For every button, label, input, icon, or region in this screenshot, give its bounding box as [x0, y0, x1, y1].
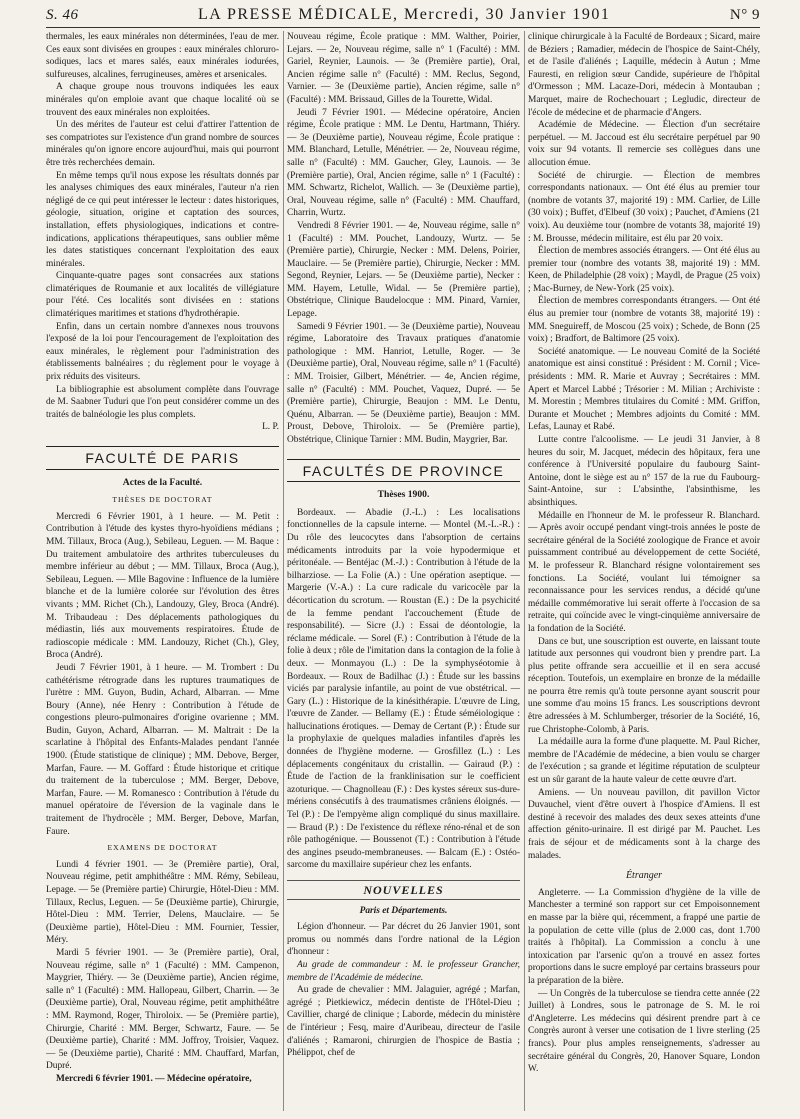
- paragraph: Élection de membres associés étrangers. — Ont été élus au premier tour (nombre des votants 38, majorité 19) : MM. Keen, de Philadelphie (28 voix) ; Maydl, de Prague (25 voix) ; Mac-Burney, de New-York (25 voix).: [528, 246, 760, 294]
- paragraph: Bordeaux. — Abadie (J.-L.) : Les localisations fonctionnelles de la capsule interne. — Montel (M.-L.-R.) : Du rôle des leucocytes dans l'absorption de certains médicaments introduits par la voie hypodermique et péritonéale. — Bentéjac (M.-J.) : Contribution à l'étude de la bilharziose. — La Folie (A.) : Une opération aseptique. — Margerie (V.-A.) : La cure radicale du varicocèle par la décortication du scrotum. — Roustan (E.) : De la psychicité de la femme pendant l'accouchement (Étude de responsabilité). — Sicre (J.) : Essai de déontologie, la réclame médicale. — Sorel (F.) : Contribution à l'étude de la folie à deux ; rôle de l'imitation dans la contagion de la folie à deux. — Monmayou (L.) : De la symphyséotomie à Bordeaux. — Roux de Badilhac (J.) : Étude sur les bassins viciés par paralysie infantile, au point de vue obstétrical. — Gary (L.) : Historique de la kinésithérapie. L'œuvre de Ling, l'œuvre de Zander. — Bellamy (E.) : Étude séméiologique : hallucinations érotiques. — Demay de Certant (P.) : Étude sur la prophylaxie de quelques maladies infantiles d'après les données de l'hygiène moderne. — Grosfillez (L.) : Les déplacements congénitaux du cristallin. — Gairaud (P.) : Étude de l'action de la franklinisation sur le coefficient azoturique. — Chagnolleau (F.) : Des kystes séreux sus-dure-mériens consécutifs à des traumatismes crâniens éloignés. — Tel (P.) : De l'empyème align compliqué du sinus maxillaire. — Braud (P.) : De l'existence du réflexe réno-rénal et de son rôle pathogénique. — Boussenot (T.) : Contribution à l'étude des angines pseudo-membraneuses. — Balcam (E.) : Ostéo-sarcome du maxillaire supérieur chez les enfants.: [287, 507, 520, 871]
- paragraph: Mercredi 6 février 1901. — Médecine opératoire,: [56, 1073, 252, 1084]
- paragraph: En même temps qu'il nous expose les résultats donnés par les analyses chimiques des eaux minérales, l'auteur n'a rien négligé de ce qui peut intéresser le lecteur : dates historiques, géologie, situation, origine et captation des sources, installation, effets physiologiques, indications et contre-indications, applications thérapeutiques, sans oublier même les dates statistiques concernant l'exploitation des eaux minérales.: [46, 170, 279, 269]
- paragraph: Nouveau régime, École pratique : MM. Walther, Poirier, Lejars. — 2e, Nouveau régime, salle n° 1 (Faculté) : MM. Gariel, Reynier, Launois. — 3e (Première partie), Oral, Ancien régime salle n° (Faculté) : MM. Reclus, Segond, Varnier. — 3e (Deuxième partie), Ancien régime, salle n° (Faculté) : MM. Brissaud, Gilles de la Tourette, Widal.: [287, 32, 520, 105]
- paragraph: thermales, les eaux minérales non déterminées, l'eau de mer. Ces eaux sont divisées en groupes : eaux minérales chloruro-sodiques, lacs et mares salés, eaux minérales iodurées, sulfureuses, alcalines, ferrugineuses, amères et arsenicales.: [46, 32, 279, 80]
- paragraph: Mardi 5 février 1901. — 3e (Première partie), Oral, Nouveau régime, salle n° 1 (Faculté) : MM. Campenon, Maygrier, Thiéry. — 3e (Deuxième partie), Ancien régime, salle n° 1 (Faculté) : MM. Hallopeau, Gilbert, Charrin. — 3e (Deuxième partie), Oral, Nouveau régime, petit amphithéâtre : MM. Raymond, Roger, Thiroloix. — 5e (Première partie), Chirurgie, Charité : MM. Berger, Schwartz, Faure. — 5e (Deuxième partie), Charité : MM. Joffroy, Troisier, Vaquez. — 5e (Deuxième partie), Charité : MM. Chauffard, Marfan, Dupré.: [46, 947, 279, 1072]
- paragraph: Lundi 4 février 1901. — 3e (Première partie), Oral, Nouveau régime, petit amphithéâtre : MM. Rémy, Sebileau, Lepage. — 5e (Première partie) Chirurgie, Hôtel-Dieu : MM. Tillaux, Reclus, Leguen. — 5e (Deuxième partie), Chirurgie, Hôtel-Dieu : MM. Terrier, Delens, Mauclaire. — 5e (Deuxième partie), Hôtel-Dieu : MM. Fournier, Tessier, Méry.: [46, 859, 279, 946]
- paragraph: Cinquante-quatre pages sont consacrées aux stations climatériques de Roumanie et aux localités de villégiature pour l'été. Ces localités sont divisées en : stations climatériques maritimes et stations d'hydrothérapie.: [46, 271, 279, 320]
- column-divider: [524, 31, 525, 1111]
- signature: L. P.: [262, 422, 279, 433]
- paragraph: Académie de Médecine. — Élection d'un secrétaire perpétuel. — M. Jaccoud est élu secrétaire perpétuel par 90 voix sur 94 votants. Il remercie ses collègues dans une allocution émue.: [528, 120, 760, 168]
- section-title-facultes-province: FACULTÉS DE PROVINCE: [287, 459, 520, 483]
- paragraph: Angleterre. — La Commission d'hygiène de la ville de Manchester a terminé son rapport sur cet Empoisonnement en masse par la bière qui, récemment, a frappé une partie de la population de cette ville (plus de 2.000 cas, dont 1.700 traités à l'hôpital). La Commission a conclu à une intoxication par l'arsenic qu'on a trouvé en assez fortes proportions dans le sucre employé par certains brasseurs pour la préparation de la bière.: [528, 887, 760, 986]
- paragraph: Un des mérites de l'auteur est celui d'attirer l'attention de ses compatriotes sur l'existence d'un grand nombre de sources minérales qu'on ignore encore aujourd'hui, mais qui pourront être très recherchées demain.: [46, 120, 279, 168]
- paragraph: Au grade de commandeur : M. le professeur Grancher, membre de l'Académie de médecine.: [287, 959, 520, 983]
- rule: [287, 899, 520, 900]
- examens-heading: EXAMENS DE DOCTORAT: [107, 843, 218, 853]
- paragraph: Jeudi 7 Février 1901. — Médecine opératoire, Ancien régime, École pratique : MM. Le Dentu, Hartmann, Thiéry. — 3e (Deuxième partie), Nouveau régime, École pratique : MM. Blanchard, Letulle, Ménétrier. — 2e, Nouveau régime, salle n° (Faculté) : MM. Gaucher, Gley, Launois. — 3e (Première partie), Oral, Ancien régime, salle n° 1 (Faculté) : MM. Schwartz, Richelot, Wallich. — 3e (Deuxième partie), Oral, Nouveau régime, salle n° (Faculté) : MM. Chauffard, Charrin, Wurtz.: [287, 107, 520, 219]
- page-number: S. 46: [46, 6, 79, 23]
- column-divider: [283, 31, 284, 1111]
- section-title-faculte-paris: FACULTÉ DE PARIS: [46, 446, 279, 470]
- header-rule: [46, 27, 760, 28]
- paragraph: Au grade de chevalier : MM. Jalaguier, agrégé ; Marfan, agrégé ; Pietkiewicz, médecin dentiste de l'Hôtel-Dieu ; Cavillier, chargé de clinique ; Laborde, médecin du ministère de l'intérieur ; Fesq, maire d'Auribeau, directeur de l'asile d'aliénés ; Ramaroni, chirurgien de l'hospice de Bastia ; Phélippot, chef de: [287, 985, 520, 1059]
- column-right: [528, 31, 760, 1111]
- paragraph: clinique chirurgicale à la Faculté de Bordeaux ; Sicard, maire de Béziers ; Ramadier, médecin de l'hospice de Saint-Chély, et de l'asile d'aliénés ; Laquille, médecin à Autun ; Mme Fauresti, en religion sœur Candide, supérieure de l'hôpital d'Ormesson ; MM. Lacaze-Dori, médecin à Montauban ; Marquet, maire de Rochechouart ; Legludic, directeur de l'école de médecine et de pharmacie d'Angers.: [528, 32, 760, 118]
- paragraph: La bibliographie est absolument complète dans l'ouvrage de M. Saabner Tuduri que l'on peut considérer comme un des traités de balnéologie les plus complets.: [46, 384, 279, 420]
- paragraph: Jeudi 7 Février 1901, à 1 heure. — M. Trombert : Du cathétérisme rétrograde dans les ruptures traumatiques de l'urètre : MM. Guyon, Budin, Achard, Albarran. — Mme Boury (Anne), née Henry : Contribution à l'étude de congestions pleuro-pulmonaires d'origine ovarienne ; MM. Budin, Guyon, Achard, Albarran. — M. Maltrait : De la scarlatine à l'hôpital des Enfants-Malades pendant l'année 1900. (Étude statistique de clinique) ; MM. Debove, Berger, Marfan, Faure. — M. Goffard : Étude historique et critique du traitement de la tuberculose ; MM. Berger, Debove, Marfan, Faure. — M. Romanesco : Contribution à l'étude du manuel opératoire de l'éversion de la vaginale dans le traitement de l'hydrocèle ; MM. Berger, Debove, Marfan, Faure.: [46, 662, 279, 837]
- paragraph: Médaille en l'honneur de M. le professeur R. Blanchard. — Après avoir occupé pendant vingt-trois années le poste de secrétaire général de la Société zoologique de France et avoir puissamment contribué au développement de cette Société, M. le professeur R. Blanchard résigne volontairement ses fonctions. La Société, voulant lui témoigner sa reconnaissance pour les services rendus, a décidé qu'une médaille commémorative lui serait offerte à l'occasion de sa retraite, qui coïncide avec le vingt-cinquième anniversaire de la fondation de la Société.: [528, 510, 760, 634]
- paragraph: Vendredi 8 Février 1901. — 4e, Nouveau régime, salle n° 1 (Faculté) : MM. Pouchet, Landouzy, Wurtz. — 5e (Première partie), Chirurgie, Necker : MM. Delens, Poirier, Mauclaire. — 5e (Première partie), Chirurgie, Necker : MM. Segond, Reynier, Lejars. — 5e (Deuxième partie), Necker : MM. Hayem, Letulle, Widal. — 5e (Première partie), Obstétrique, Clinique Baudelocque : MM. Pinard, Varnier, Lepage.: [287, 220, 520, 320]
- paragraph: Légion d'honneur. — Par décret du 26 Janvier 1901, sont promus ou nommés dans l'ordre national de la Légion d'honneur :: [287, 922, 520, 958]
- paragraph: Amiens. — Un nouveau pavillon, dit pavillon Victor Duvauchel, vient d'être ouvert à l'hospice d'Amiens. Il est destiné à recevoir des malades des deux sexes atteints d'une affection génito-urinaire. Il est dirigé par M. Pauchet. Les frais de séjour et de médicaments sont à la charge des malades.: [528, 787, 760, 861]
- column-middle: [287, 31, 520, 1111]
- paragraph: Société de chirurgie. — Élection de membres correspondants nationaux. — Ont été élus au premier tour (nombre de votants 37, majorité 19) : MM. Carlier, de Lille (30 voix) ; Buffet, d'Elbeuf (30 voix) ; Pauchet, d'Amiens (21 voix). Au deuxième tour (nombre de votants 38, majorité 19) : M. Brousse, médecin militaire, est élu par 20 voix.: [528, 170, 760, 244]
- these-heading: THÈSES DE DOCTORAT: [112, 495, 213, 505]
- etranger-title: Étranger: [625, 870, 663, 882]
- paragraph: Samedi 9 Février 1901. — 3e (Deuxième partie), Nouveau régime, Laboratoire des Travaux pratiques d'anatomie pathologique : MM. Hanriot, Letulle, Roger. — 3e (Deuxième partie), Oral, Nouveau régime, salle n° 1 (Faculté) : MM. Troisier, Gilbert, Ménétrier. — 4e, Ancien régime, salle n° (Faculté) : MM. Pouchet, Vaquez, Dupré. — 5e (Première partie), Chirurgie, Beaujon : MM. Le Dentu, Quénu, Albarran. — 5e (Deuxième partie), Beaujon : MM. Proust, Debove, Thiroloix. — 5e (Première partie), Obstétrique, Clinique Tarnier : MM. Budin, Maygrier, Bar.: [287, 321, 520, 445]
- paragraph: — Un Congrès de la tuberculose se tiendra cette année (22 Juillet) à Londres, sous le patronage de S. M. le roi d'Angleterre. Les médecins qui désirent prendre part à ce Congrès auront à verser une cotisation de 1 livre sterling (25 francs). Pour plus amples renseignements, s'adresser au secrétaire général du Congrès, 20, Hanover Square, London W.: [528, 988, 760, 1075]
- subsection-title: Paris et Départements.: [359, 905, 448, 916]
- paragraph: La médaille aura la forme d'une plaquette. M. Paul Richer, membre de l'Académie de médecine, a bien voulu se charger de l'exécution ; sa grande et légitime réputation de sculpteur est un sûr garant de la haute valeur de cette œuvre d'art.: [528, 737, 760, 786]
- page-header: [46, 4, 760, 26]
- paragraph: Mercredi 6 Février 1901, à 1 heure. — M. Petit : Contribution à l'étude des kystes thyro-hyoïdiens médians ; MM. Tillaux, Broca (Aug.), Sebileau, Leguen. — M. Baque : Du traitement ambulatoire des arthrites tuberculeuses du membre inférieur au début ; — MM. Tillaux, Broca (Aug.), Sebileau, Leguen. — Mlle Bagovine : Influence de la lumière blanche et de la lumière colorée sur l'évolution des êtres vivants ; MM. Richet (Ch.), Landouzy, Gley, Broca (André). M. Tribaudeau : Des déplacements pathologiques du médiastin, liés aux mouvements respiratoires. Étude de radioscopie médicale : MM. Landouzy, Richet (Ch.), Gley, Broca (André).: [46, 511, 279, 661]
- column-left: [46, 31, 279, 1111]
- issue-number: N° 9: [729, 6, 760, 23]
- paragraph: A chaque groupe nous trouvons indiquées les eaux minérales qu'on emploie avant que chaque localité où se trouvent des eaux minérales non exploitées.: [46, 82, 279, 118]
- paragraph: Dans ce but, une souscription est ouverte, en laissant toute latitude aux personnes qui voudront bien y prendre part. La plus petite offrande sera accueillie et il en sera accusé réception. Toutefois, un exemplaire en bronze de la médaille ne pourra être remis qu'à toute personne ayant souscrit pour une somme d'au moins 15 francs. Les souscriptions devront être adressées à M. Schlumberger, trésorier de la Société, 16, rue Christophe-Colomb, à Paris.: [528, 636, 760, 735]
- subsection-title: Actes de la Faculté.: [122, 476, 203, 488]
- paragraph: Société anatomique. — Le nouveau Comité de la Société anatomique est ainsi constitué : Président : M. Cornil ; Vice-présidents : MM. R. Marie et Auvray ; Secrétaires : MM. Apert et Marcel Labbé ; Trésorier : M. Milian ; Archiviste : M. Morestin ; Membres titulaires du Comité : MM. Griffon, Durante et Mouchet ; Membres adjoints du Comité : MM. Lefas, Launay et Rabé.: [528, 346, 760, 433]
- journal-title: LA PRESSE MÉDICALE, Mercredi, 30 Janvier 1901: [198, 6, 611, 23]
- paragraph: Élection de membres correspondants étrangers. — Ont été élus au premier tour (nombre de votants 38, majorité 19) : MM. Sneguireff, de Moscou (25 voix) ; Schede, de Bonn (25 voix) ; Bradfort, de Baltimore (25 voix).: [528, 296, 760, 345]
- nouvelles-title: NOUVELLES: [363, 883, 444, 897]
- paragraph: Lutte contre l'alcoolisme. — Le jeudi 31 Janvier, à 8 heures du soir, M. Jacquet, médecin des hôpitaux, fera une conférence à l'Université populaire du faubourg Saint-Antoine, dont le siège est au n° 157 de la rue du Faubourg-Saint-Antoine, sur : L'absinthe, l'absinthisme, les absinthiques.: [528, 435, 760, 508]
- rule: [287, 880, 520, 881]
- paragraph: Enfin, dans un certain nombre d'annexes nous trouvons l'exposé de la loi pour l'encouragement de l'exploitation des eaux minérales, le règlement pour l'administration des établissements balnéaires ; du règlement pour le voyage à prix réduits des visiteurs.: [46, 321, 279, 383]
- subsection-title: Thèses 1900.: [377, 489, 430, 501]
